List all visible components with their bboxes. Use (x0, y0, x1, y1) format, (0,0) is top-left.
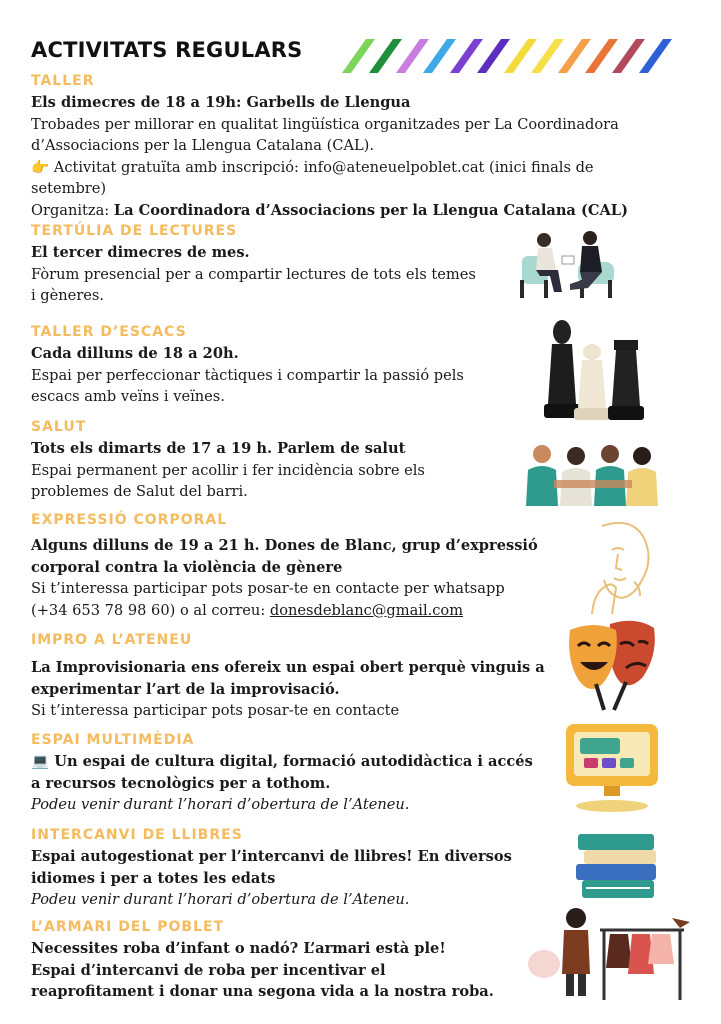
armari-lead-2: Espai d’intercanvi de roba per incentivar el (31, 961, 386, 979)
taller-desc: Trobades per millorar en qualitat lingüística organitzades per La Coordinadora d’Associacions per la Llengua Catalana (CAL). (31, 115, 619, 154)
impro-lead-1: La Improvisionaria ens ofereix un espai obert perquè vinguis a (31, 659, 545, 676)
page-title: ACTIVITATS REGULARS (31, 38, 303, 62)
taller-info-text: Activitat gratuïta amb inscripció: info@ateneuelpoblet.cat (inici finals de setembre) (31, 158, 594, 197)
section-title: INTERCANVI DE LLIBRES (31, 827, 243, 843)
escacs-desc-2: escacs amb veïns i veïnes. (31, 388, 225, 405)
rainbow-stripe (531, 39, 564, 73)
books-stack-illustration (574, 830, 662, 902)
tertulia-desc-2: i gèneres. (31, 287, 105, 304)
rainbow-stripe (342, 39, 375, 73)
rainbow-stripe (558, 39, 591, 73)
multimedia-lead-text: Un espai de cultura digital, formació autodidàctica i accés (49, 753, 533, 770)
rainbow-stripe (450, 39, 483, 73)
impro-desc: Si t’interessa participar pots posar-te en contacte (31, 702, 400, 719)
expressio-lead-1: Alguns dilluns de 19 a 21 h. Dones de Blanc, grup d’expressió (31, 537, 538, 554)
theater-masks-illustration (566, 616, 658, 712)
armari-lead-1: Necessites roba d’infant o nadó? L’armari està ple! (31, 940, 446, 957)
section-title: TALLER D’ESCACS (31, 324, 187, 340)
rainbow-stripe (396, 39, 429, 73)
tertulia-desc-1: Fòrum presencial per a compartir lectures de tots els temes (31, 265, 476, 283)
rainbow-stripe (504, 39, 537, 73)
taller-info (31, 157, 651, 200)
rainbow-stripe (477, 39, 510, 73)
rainbow-stripes (338, 33, 680, 77)
organizer-label: Organitza: (31, 201, 114, 219)
expressio-lead-2: corporal contra la violència de gènere (31, 558, 343, 576)
llibres-lead-1: Espai autogestionat per l’intercanvi de llibres! En diversos (31, 848, 512, 865)
expressio-desc-2 (31, 600, 651, 622)
llibres-note: Podeu venir durant l’horari d’obertura de l’Ateneu. (31, 891, 410, 908)
taller-organizer (31, 200, 651, 222)
rainbow-stripe (369, 39, 402, 73)
rainbow-stripe (639, 39, 672, 73)
escacs-lead: Cada dilluns de 18 a 20h. (31, 345, 239, 362)
section-expressio (31, 511, 651, 621)
section-title: TALLER (31, 73, 95, 89)
salut-desc-1: Espai permanent per acollir i fer incidència sobre els (31, 461, 425, 479)
section-title: EXPRESSIÓ CORPORAL (31, 512, 228, 528)
clothes-rack-illustration (524, 904, 694, 1004)
armari-lead-3: reaprofitament i donar una segona vida a la nostra roba. (31, 983, 494, 1000)
email-link[interactable]: donesdeblanc@gmail.com (269, 601, 464, 619)
expressio-desc-1: Si t’interessa participar pots posar-te en contacte per whatsapp (31, 580, 505, 597)
section-impro (31, 631, 651, 722)
section-title: TERTÚLIA DE LECTURES (31, 223, 238, 239)
multimedia-lead-2: a recursos tecnològics per a tothom. (31, 774, 331, 792)
community-group-illustration (524, 440, 664, 506)
section-title: L’ARMARI DEL POBLET (31, 919, 225, 935)
section-title: SALUT (31, 419, 87, 435)
rainbow-stripe (585, 39, 618, 73)
multimedia-note: Podeu venir durant l’horari d’obertura de l’Ateneu. (31, 796, 410, 813)
section-multimedia (31, 731, 651, 816)
section-title: ESPAI MULTIMÈDIA (31, 732, 195, 748)
tertulia-lead: El tercer dimecres de mes. (31, 244, 250, 261)
salut-lead: Tots els dimarts de 17 a 19 h. Parlem de salut (31, 440, 406, 457)
expressio-phone: (+34 653 78 98 60) o al correu: (31, 601, 270, 619)
salut-desc-2: problemes de Salut del barri. (31, 483, 248, 500)
multimedia-lead-1 (31, 751, 651, 773)
section-title: IMPRO A L’ATENEU (31, 632, 193, 648)
pointing-hand-icon: 👉 (31, 158, 50, 176)
computer-illustration (560, 720, 664, 816)
llibres-lead-2: idiomes i per a totes les edats (31, 869, 276, 887)
computer-icon: 💻 (31, 753, 50, 770)
escacs-desc-1: Espai per perfeccionar tàctiques i compartir la passió pels (31, 366, 464, 384)
reading-conversation-illustration (518, 226, 620, 302)
chess-pieces-illustration (542, 318, 646, 426)
section-llibres (31, 826, 651, 911)
rainbow-stripe (612, 39, 645, 73)
taller-lead: Els dimecres de 18 a 19h: Garbells de Llengua (31, 94, 411, 111)
impro-lead-2: experimentar l’art de la improvisació. (31, 680, 340, 698)
section-taller (31, 72, 651, 221)
rainbow-stripe (423, 39, 456, 73)
organizer-name: La Coordinadora d’Associacions per la Llengua Catalana (CAL) (113, 201, 628, 219)
face-line-art-illustration (582, 516, 662, 616)
